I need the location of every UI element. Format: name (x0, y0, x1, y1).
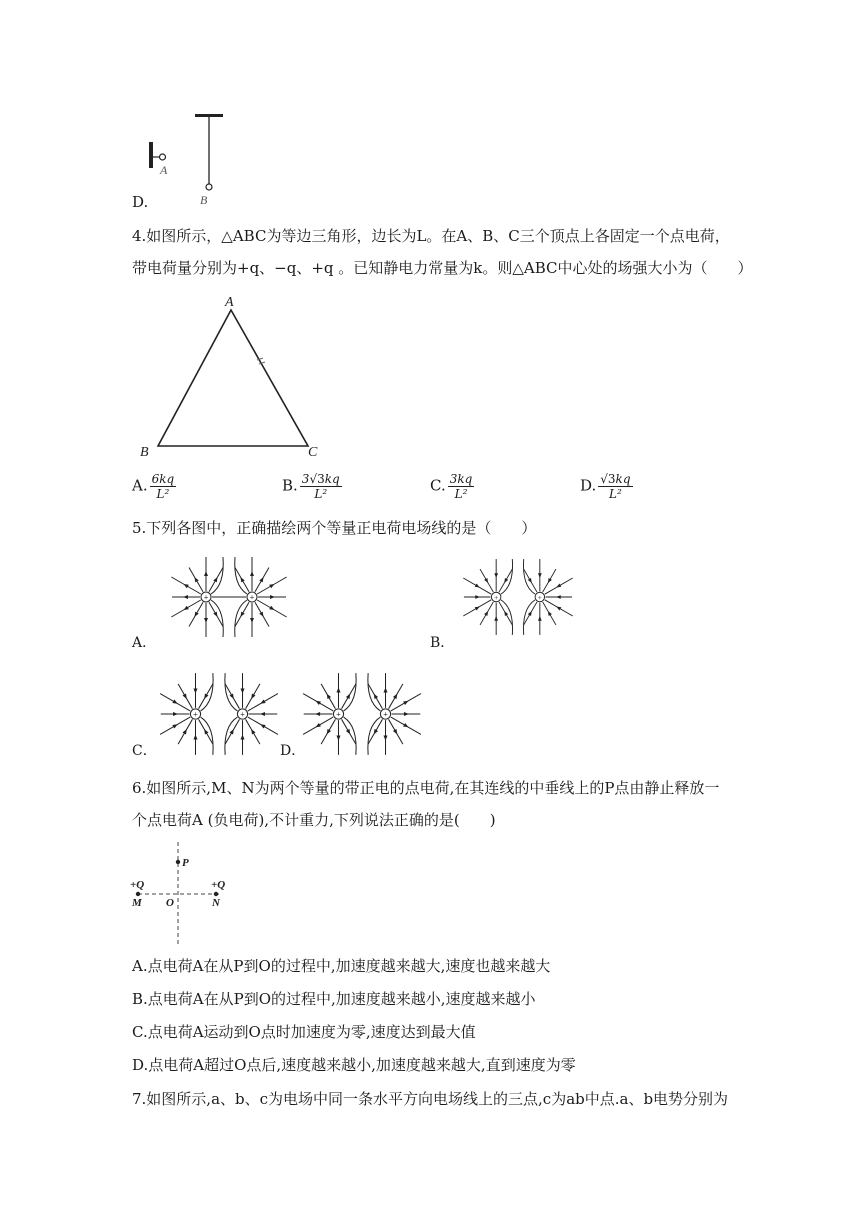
q5-option-d-label[interactable]: D． (280, 743, 306, 759)
field-line (523, 559, 535, 594)
charge-sign: + (249, 593, 255, 602)
field-arrow (393, 729, 397, 734)
field-arrow (484, 611, 488, 616)
field-arrow (250, 618, 254, 623)
field-arrow (393, 694, 397, 699)
charge-sign: + (203, 593, 209, 602)
field-arrow (259, 577, 263, 582)
q6-label-n: N (212, 897, 220, 909)
field-line (201, 673, 214, 711)
field-arrow (475, 606, 480, 610)
field-arrow (270, 595, 275, 599)
q6-stem-line2: 个点电荷A (负电荷),不计重力,下列说法正确的是( ) (132, 811, 496, 829)
q6-option-b[interactable]: B.点电荷A在从P到O的过程中,加速度越来越小,速度越来越小 (132, 990, 536, 1008)
field-arrow (240, 734, 244, 739)
field-arrow (241, 612, 245, 617)
field-arrow (241, 577, 245, 582)
q4-option-a[interactable]: A. $\frac{6kq}{\text{L²}}$ (132, 472, 175, 501)
field-arrow (315, 701, 320, 705)
charge-sign: + (336, 710, 341, 720)
q4-option-b[interactable]: B. $\frac{3√3kq}{\text{L²}}$ (282, 472, 340, 501)
field-line (225, 717, 238, 755)
field-line (344, 673, 357, 711)
q4-label-a: A (225, 295, 234, 310)
field-arrow (260, 699, 265, 703)
q5-option-b-label[interactable]: B． (430, 635, 455, 651)
charge-sign: + (240, 710, 245, 720)
field-arrow (204, 571, 208, 576)
field-arrow (548, 611, 552, 616)
field-arrow (182, 694, 186, 699)
field-arrow (475, 595, 480, 599)
field-arrow (183, 584, 188, 588)
field-arrow (336, 735, 340, 740)
field-arrow (528, 578, 532, 583)
field-arrow (556, 583, 561, 587)
field-arrow (374, 729, 378, 734)
field-arrow (229, 694, 233, 699)
field-arrow (195, 612, 199, 617)
field-arrow (172, 724, 177, 728)
field-arrow (193, 734, 197, 739)
field-arrow (403, 723, 408, 727)
field-arrow (327, 694, 331, 699)
q5-figure-b (462, 552, 574, 642)
field-arrow (250, 571, 254, 576)
field-arrow (251, 729, 255, 734)
q6-label-p: P (182, 857, 189, 869)
q4-stem-line1: 4.如图所示，△ABC为等边三角形，边长为L。在A、B、C三个顶点上各固定一个点电荷， (132, 227, 730, 245)
q6-label-m: M (132, 897, 142, 909)
field-arrow (260, 712, 265, 716)
q6-mn-figure (128, 842, 238, 948)
field-arrow (269, 584, 274, 588)
field-arrow (195, 577, 199, 582)
q3-option-d-label: D. (132, 193, 149, 211)
field-arrow (346, 694, 350, 699)
q6-label-o: O (166, 897, 174, 909)
q4-option-d[interactable]: D. $\frac{√3kq}{\text{L²}}$ (580, 472, 631, 501)
field-arrow (182, 729, 186, 734)
field-arrow (213, 612, 217, 617)
field-arrow (346, 729, 350, 734)
q5-figure-d (300, 668, 424, 760)
field-arrow (204, 729, 208, 734)
field-arrow (183, 595, 188, 599)
field-line (501, 600, 513, 635)
field-arrow (172, 699, 177, 703)
charge-sign: + (494, 592, 499, 602)
q6-label-m-charge: +Q (130, 879, 145, 891)
field-arrow (251, 694, 255, 699)
field-arrow (374, 694, 378, 699)
field-arrow (204, 694, 208, 699)
field-line (235, 557, 247, 594)
field-arrow (213, 577, 217, 582)
field-arrow (494, 573, 498, 578)
field-arrow (315, 723, 320, 727)
q6-option-c[interactable]: C.点电荷A运动到O点时加速度为零,速度达到最大值 (132, 1023, 476, 1041)
q6-option-a[interactable]: A.点电荷A在从P到O的过程中,加速度越来越大,速度也越来越大 (132, 957, 551, 975)
field-arrow (494, 616, 498, 621)
field-arrow (504, 578, 508, 583)
q3-label-b: B (200, 193, 208, 207)
field-line (211, 557, 223, 594)
q4-triangle-figure (136, 292, 336, 462)
field-arrow (260, 724, 265, 728)
field-arrow (327, 729, 331, 734)
q5-figure-c (158, 668, 280, 760)
field-line (201, 717, 214, 755)
field-line (523, 600, 535, 635)
field-arrow (183, 606, 188, 610)
field-line (344, 717, 357, 755)
field-arrow (383, 735, 387, 740)
q3-option-d-figure (140, 108, 240, 208)
field-arrow (204, 618, 208, 623)
field-line (211, 600, 223, 637)
field-arrow (336, 687, 340, 692)
field-line (501, 559, 513, 594)
field-arrow (403, 701, 408, 705)
field-arrow (548, 578, 552, 583)
field-arrow (475, 583, 480, 587)
charge-sign: + (383, 710, 388, 720)
field-arrow (315, 712, 320, 716)
field-arrow (269, 606, 274, 610)
charge-sign: + (537, 592, 542, 602)
q5-option-c-label[interactable]: C． (132, 743, 157, 759)
q5-figure-a (170, 552, 288, 642)
field-arrow (556, 595, 561, 599)
q3-label-a: A (160, 163, 168, 177)
field-arrow (193, 688, 197, 693)
q6-stem-line1: 6.如图所示,M、N为两个等量的带正电的点电荷,在其连线的中垂线上的P点由静止释放一 (132, 779, 720, 797)
field-line (225, 673, 238, 711)
q4-label-b: B (140, 445, 149, 460)
field-arrow (404, 712, 409, 716)
field-arrow (484, 578, 488, 583)
q4-option-c[interactable]: C. $\frac{3kq}{\text{L²}}$ (430, 472, 473, 501)
q7-stem-line1: 7.如图所示,a、b、c为电场中同一条水平方向电场线上的三点,c为ab中点.a、b电势分别为 (132, 1090, 729, 1108)
field-arrow (556, 606, 561, 610)
q6-option-d[interactable]: D.点电荷A超过O点后,速度越来越小,加速度越来越大,直到速度为零 (132, 1056, 576, 1074)
q6-label-n-charge: +Q (211, 879, 226, 891)
field-arrow (528, 611, 532, 616)
field-arrow (240, 688, 244, 693)
charge-sign: + (193, 710, 198, 720)
field-arrow (173, 712, 178, 716)
field-arrow (383, 687, 387, 692)
q5-option-a-label[interactable]: A． (132, 635, 157, 651)
field-arrow (229, 729, 233, 734)
field-arrow (538, 616, 542, 621)
field-arrow (504, 611, 508, 616)
q4-stem-line2: 带电荷量分别为+q、−q、+q 。已知静电力常量为k。则△ABC中心处的场强大小为（ ） (132, 259, 753, 277)
field-line (368, 673, 381, 711)
field-line (235, 600, 247, 637)
field-line (368, 717, 381, 755)
q4-label-c: C (308, 445, 318, 460)
field-arrow (538, 573, 542, 578)
field-arrow (259, 612, 263, 617)
q5-stem: 5.下列各图中，正确描绘两个等量正电荷电场线的是（ ） (132, 519, 537, 537)
